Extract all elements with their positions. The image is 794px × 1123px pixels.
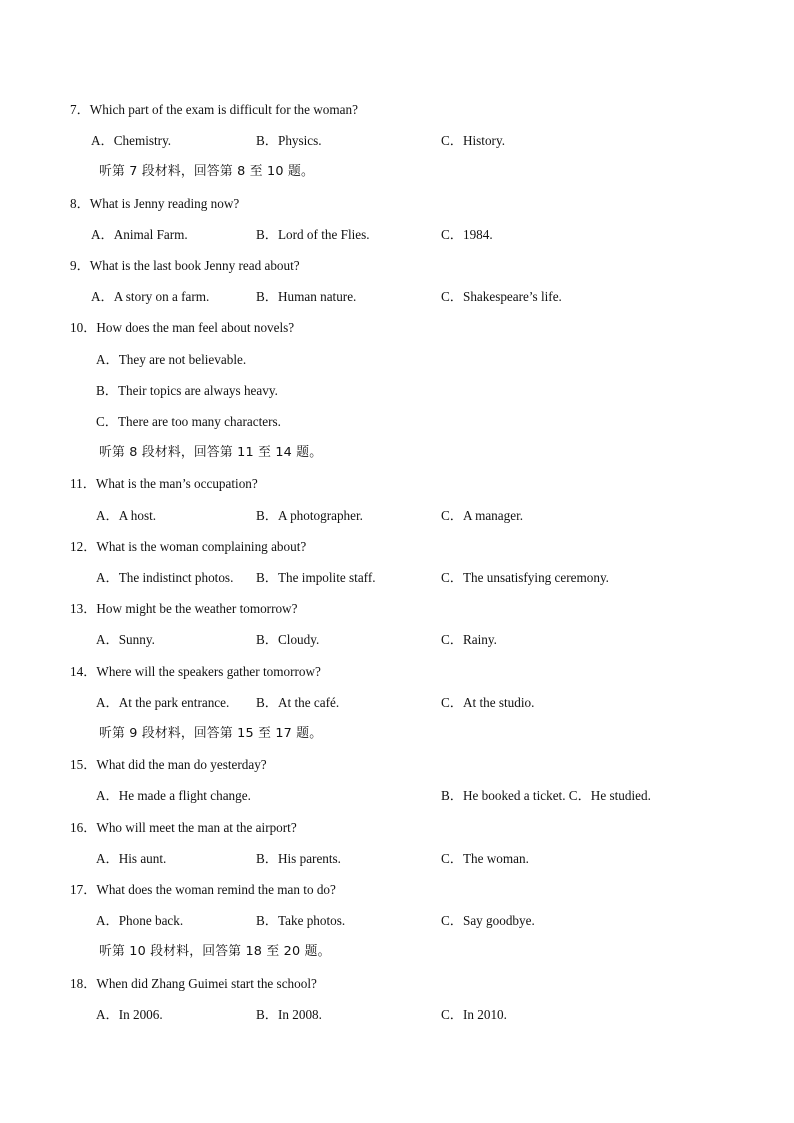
option-c: C．A manager. xyxy=(441,508,524,523)
section-instruction: 听第 9 段材料，回答第 15 至 17 题。 xyxy=(99,726,323,741)
option-c: C．In 2010. xyxy=(441,1007,507,1022)
option-b: B．Physics. xyxy=(256,133,322,148)
option-c: C．Shakespeare’s life. xyxy=(441,289,562,304)
question-text: 11．What is the man’s occupation? xyxy=(70,476,258,491)
option-b: B．Take photos. xyxy=(256,913,346,928)
option-a: A．His aunt. xyxy=(96,851,167,866)
question-text: 9．What is the last book Jenny read about? xyxy=(70,258,300,273)
option-c: C．The unsatisfying ceremony. xyxy=(441,570,609,585)
question-text: 17．What does the woman remind the man to do? xyxy=(70,882,336,897)
option-c: C．The woman. xyxy=(441,851,529,866)
option-b: B．A photographer. xyxy=(256,508,363,523)
option-c: C．Say goodbye. xyxy=(441,913,535,928)
option-line: C．There are too many characters. xyxy=(96,414,281,429)
option-c: C．1984. xyxy=(441,227,493,242)
question-text: 7．Which part of the exam is difficult for the woman? xyxy=(70,102,358,117)
option-a: A．The indistinct photos. xyxy=(96,570,234,585)
question-text: 12．What is the woman complaining about? xyxy=(70,539,307,554)
option-b: B．Lord of the Flies. xyxy=(256,227,370,242)
option-a: A．At the park entrance. xyxy=(96,695,230,710)
option-a: A．Sunny. xyxy=(96,632,155,647)
option-a: A．Chemistry. xyxy=(91,133,172,148)
question-text: 15．What did the man do yesterday? xyxy=(70,757,267,772)
section-instruction: 听第 8 段材料，回答第 11 至 14 题。 xyxy=(99,445,323,460)
option-a: A．Phone back. xyxy=(96,913,184,928)
option-c: C．Rainy. xyxy=(441,632,497,647)
option-b: B．The impolite staff. xyxy=(256,570,376,585)
option-b: B．His parents. xyxy=(256,851,341,866)
option-b-c: B．He booked a ticket. C．He studied. xyxy=(441,788,651,803)
question-text: 10．How does the man feel about novels? xyxy=(70,320,295,335)
option-b: B．At the café. xyxy=(256,695,340,710)
option-b: B．Cloudy. xyxy=(256,632,320,647)
option-a: A．He made a flight change. xyxy=(96,788,251,803)
option-a: A．A story on a farm. xyxy=(91,289,210,304)
question-text: 8．What is Jenny reading now? xyxy=(70,196,240,211)
question-text: 18．When did Zhang Guimei start the school? xyxy=(70,976,317,991)
question-text: 16．Who will meet the man at the airport? xyxy=(70,820,297,835)
option-b: B．Human nature. xyxy=(256,289,357,304)
question-text: 14．Where will the speakers gather tomorrow? xyxy=(70,664,321,679)
question-text: 13．How might be the weather tomorrow? xyxy=(70,601,298,616)
section-instruction: 听第 10 段材料，回答第 18 至 20 题。 xyxy=(99,944,331,959)
option-a: A．A host. xyxy=(96,508,157,523)
option-a: A．Animal Farm. xyxy=(91,227,188,242)
option-c: C．History. xyxy=(441,133,505,148)
option-a: A．In 2006. xyxy=(96,1007,163,1022)
option-line: B．Their topics are always heavy. xyxy=(96,383,278,398)
section-instruction: 听第 7 段材料，回答第 8 至 10 题。 xyxy=(99,164,314,179)
option-b: B．In 2008. xyxy=(256,1007,322,1022)
option-line: A．They are not believable. xyxy=(96,352,247,367)
option-c: C．At the studio. xyxy=(441,695,535,710)
